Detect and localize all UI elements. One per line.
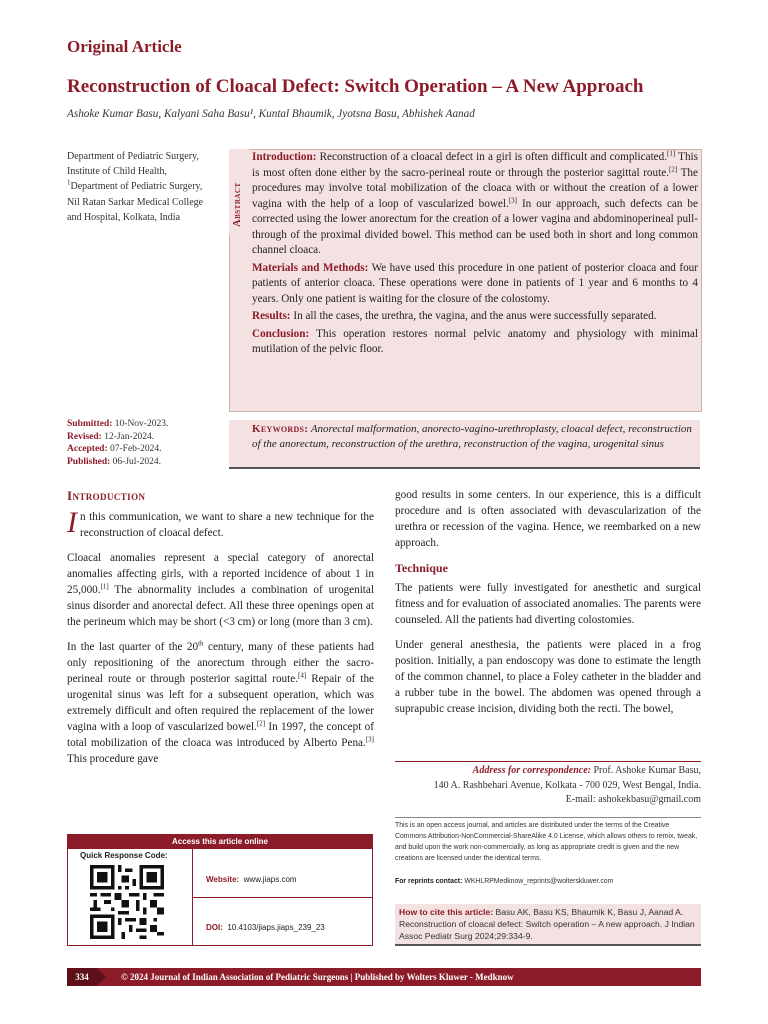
- reprints-label: For reprints contact:: [395, 878, 463, 885]
- body-right-column: [395, 487, 701, 726]
- p2-text-b: The abnormality includes a combination of urogenital sinus disorder and anorectal defect. All these three openings open at the perineum which may be short (<3 cm) or long (more than 3 cm).: [67, 584, 374, 628]
- body-left-column: [67, 506, 375, 776]
- keywords-text: Anorectal malformation, anorecto-vagino-urethroplasty, cloacal defect, reconstruction of the anorectum, reconstruction of the urethra, reconstruction of the vagina, urogenital sinus: [252, 423, 692, 450]
- body-paragraph: The patients were fully investigated for anesthetic and surgical fitness and for evaluation of associated anomalies. The parents were counseled. All the patients had diverting colostomies.: [395, 582, 701, 626]
- abstract-side-label: [229, 149, 249, 235]
- introduction-heading: Introduction: [67, 488, 146, 503]
- p3-text-e: This procedure gave: [67, 753, 159, 765]
- abstract-results: [252, 309, 698, 325]
- ref: [4]: [298, 671, 307, 680]
- ref: [2]: [256, 719, 266, 728]
- ref: [3]: [508, 195, 517, 204]
- revised-label: Revised:: [67, 431, 102, 442]
- author-list: Ashoke Kumar Basu, Kalyani Saha Basu¹, Kuntal Bhaumik, Jyotsna Basu, Abhishek Aanad: [67, 108, 475, 120]
- correspondence-name: Prof. Ashoke Kumar Basu,: [593, 765, 701, 776]
- published-label: Published:: [67, 456, 111, 467]
- results-label: Results:: [252, 310, 291, 322]
- ref: [1]: [667, 149, 676, 158]
- footer-text: © 2024 Journal of Indian Association of Pediatric Surgeons | Published by Wolters Kluwer - Medknow: [121, 972, 514, 982]
- keywords: [252, 422, 692, 451]
- article-title: Reconstruction of Cloacal Defect: Switch Operation – A New Approach: [67, 76, 644, 97]
- revised-date: 12-Jan-2024.: [104, 431, 155, 442]
- license-notice: This is an open access journal, and articles are distributed under the terms of the Creative Commons Attribution‑NonCommercial‑ShareAlike 4.0 License, which allows others to remix, tweak, and build upon the work non‑commercially, as long as appropriate credit is given and the new creations are licensed under the identical terms.: [395, 817, 701, 864]
- submitted-date: 10-Nov-2023.: [114, 419, 169, 429]
- published-date: 06-Jul-2024.: [112, 456, 161, 467]
- ref: [3]: [365, 735, 374, 744]
- website-link[interactable]: www.jiaps.com: [243, 875, 297, 884]
- article-type: Original Article: [67, 37, 182, 56]
- cite-text: Basu AK, Basu KS, Bhaumik K, Basu J, Aanad A. Reconstruction of cloacal defect: Switch operation – A new approach. J Indian Assoc Pediatr Surg 2024;29:334-9.: [399, 907, 695, 941]
- abstract-methods: [252, 261, 698, 308]
- conclusion-label: Conclusion:: [252, 327, 310, 340]
- abstract-side-text: Abstract: [232, 182, 243, 227]
- reprints-contact: [395, 878, 613, 885]
- results-text: In all the cases, the urethra, the vagina, and the anus were successfully separated.: [293, 310, 657, 322]
- intro-text-a: Reconstruction of a cloacal defect in a girl is often difficult and complicated.: [319, 151, 668, 163]
- page-footer: [67, 968, 701, 986]
- correspondence-email[interactable]: E-mail: ashokekbasu@gmail.com: [565, 794, 701, 805]
- p3-text-a: In the last quarter of the 20: [67, 641, 199, 653]
- cite-label: How to cite this article:: [399, 907, 494, 917]
- correspondence: [395, 761, 701, 808]
- qr-code-icon[interactable]: [90, 865, 164, 939]
- accepted-date: 07-Feb-2024.: [110, 444, 162, 455]
- p3-text-b: century, many of these patients had only repositioning of the anorectum through either the sacro-perineal route or through posterior sagittal route.: [67, 641, 374, 685]
- drop-cap: I: [67, 506, 77, 539]
- website-row: [192, 849, 372, 898]
- intro-text-c: The procedures may involve total mobilization of the cloaca with or without the creation of a lower vagina with the help of a loop of vascularized bowel.: [252, 166, 698, 210]
- affiliation-sup: 1: [67, 179, 71, 188]
- page-number: 334: [67, 968, 97, 986]
- access-online-box: [67, 834, 373, 946]
- p3-text-c: Repair of the urogenital sinus was left for a subsequent operation, which was extremely difficult and often required the replacement of the lower vagina with a loop of vascularized bowel.: [67, 673, 375, 733]
- citation-box: [395, 904, 701, 946]
- ref: [1]: [100, 582, 109, 591]
- access-heading: Access this article online: [68, 835, 372, 849]
- p2-text-a: Cloacal anomalies represent a special category of anorectal anomalies affecting girls, with a reported incidence of about 1 in 25,000.: [67, 552, 374, 596]
- page-arrow-icon: [97, 968, 106, 986]
- body-paragraph: [67, 506, 374, 541]
- submitted-label: Submitted:: [67, 419, 113, 429]
- correspondence-address: 140 A. Rashbehari Avenue, Kolkata - 700 029, West Bengal, India.: [433, 779, 701, 791]
- methods-label: Materials and Methods:: [252, 261, 369, 274]
- intro-text-b: This is most often done either by the sacro-perineal route or through the posterior sagittal route.: [252, 151, 699, 179]
- accepted-label: Accepted:: [67, 444, 108, 455]
- abstract-text: [252, 150, 698, 360]
- body-paragraph: good results in some centers. In our experience, this is a difficult procedure and is often associated with devascularization of the urethra or recession of the vagina. Hence, we reembarked on a new approach.: [395, 489, 701, 549]
- affiliation: [67, 149, 207, 225]
- conclusion-text: This operation restores normal pelvic anatomy and physiology with minimal mutilation of the pelvic floor.: [252, 327, 698, 355]
- website-label: Website:: [206, 875, 240, 884]
- intro-text-d: In our approach, such defects can be corrected using the lower anorectum for the creation of a lower vagina and abdominoperineal pull-through of the proximal divided bowel. This method can be used both in short and long common channel cloaca.: [252, 197, 698, 256]
- doi-label: DOI:: [206, 923, 223, 932]
- body-paragraph: Under general anesthesia, the patients were placed in a frog position. Initially, a pan endoscopy was done to estimate the length of the common channel, to place a Foley catheter in the bladder and a rubber tube in the bowel. The abdomen was opened through a suprapubic crease incision, dividing both the recti. The bowel,: [395, 639, 701, 715]
- article-dates: [67, 418, 168, 468]
- p1-text: n this communication, we want to share a new technique for the reconstruction of cloacal defect.: [80, 511, 374, 539]
- superscript-th: th: [198, 639, 204, 648]
- technique-heading: Technique: [395, 561, 448, 575]
- abstract-introduction: [252, 150, 698, 259]
- reprints-email[interactable]: WKHLRPMedknow_reprints@wolterskluwer.com: [464, 878, 614, 885]
- body-paragraph: [67, 550, 374, 630]
- affiliation-line1: Department of Pediatric Surgery, Institute of Child Health,: [67, 151, 199, 178]
- p3-text-d: In 1997, the concept of total mobilization of the cloaca was introduced by Alberto Pena.: [67, 721, 374, 749]
- methods-text: We have used this procedure in one patient of posterior cloaca and four patients of anterior cloaca. These operations were done in patients of 1 year and 6 months to 4 years. Only one patient is waiting for the closure of the colostomy.: [252, 261, 698, 305]
- intro-label: Introduction:: [252, 151, 317, 163]
- abstract-conclusion: [252, 327, 698, 358]
- ref: [2]: [669, 164, 678, 173]
- doi-row: [192, 897, 372, 945]
- body-paragraph: [67, 639, 374, 767]
- doi-link[interactable]: 10.4103/jiaps.jiaps_239_23: [227, 923, 325, 932]
- qr-cell: [68, 849, 193, 945]
- keywords-label: Keywords:: [252, 423, 309, 435]
- affiliation-line2: Department of Pediatric Surgery, Nil Ratan Sarkar Medical College and Hospital, Kolkata, India: [67, 181, 204, 223]
- qr-label: Quick Response Code:: [80, 851, 168, 860]
- correspondence-label: Address for correspondence:: [472, 765, 591, 776]
